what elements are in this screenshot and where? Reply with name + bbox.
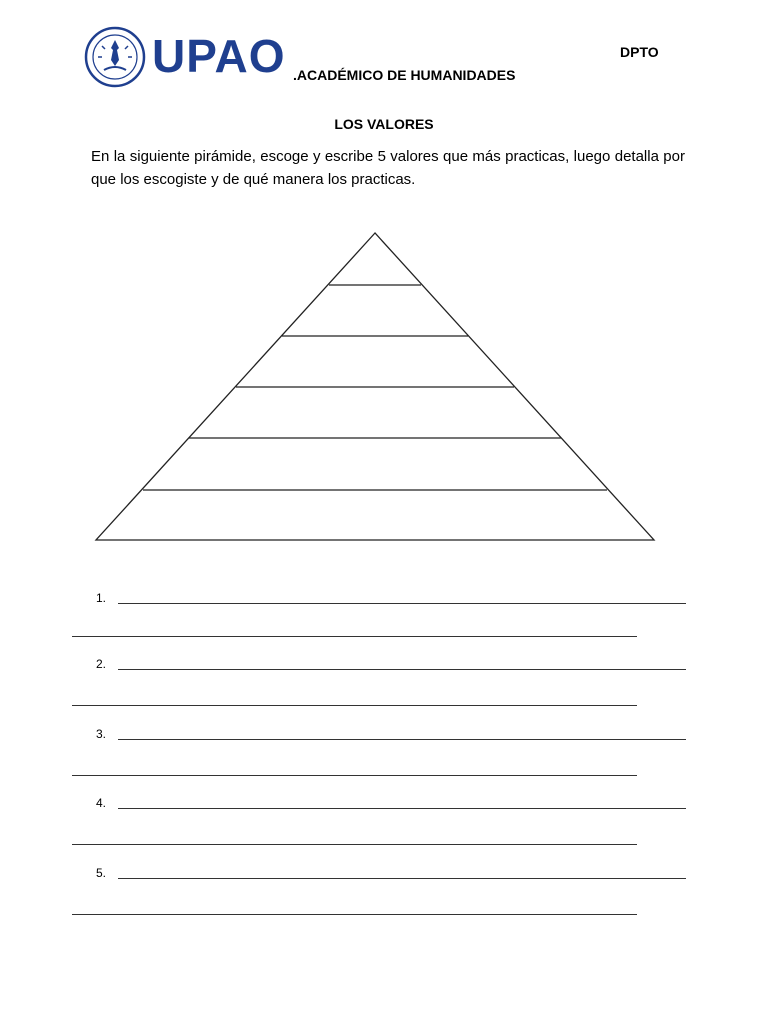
answer-continuation-line-5[interactable]	[72, 914, 637, 915]
answer-number: 3.	[96, 727, 107, 741]
answer-number: 2.	[96, 657, 107, 671]
answer-line-2[interactable]	[96, 655, 686, 675]
answer-underline[interactable]	[118, 808, 686, 809]
instructions-text: En la siguiente pirámide, escoge y escribe 5 valores que más practicas, luego detalla por que los escogiste y de qué manera los practicas.	[91, 148, 685, 188]
answer-underline[interactable]	[118, 669, 686, 670]
answer-underline[interactable]	[118, 878, 686, 879]
answer-continuation-line-3[interactable]	[72, 775, 637, 776]
answer-number: 5.	[96, 866, 107, 880]
answer-number: 1.	[96, 591, 107, 605]
answer-continuation-line-1[interactable]	[72, 636, 637, 637]
answer-line-5[interactable]	[96, 864, 686, 884]
dpto-label: DPTO	[620, 44, 659, 60]
department-name: .ACADÉMICO DE HUMANIDADES	[293, 67, 516, 83]
answer-line-1[interactable]	[96, 589, 686, 609]
worksheet-title: LOS VALORES	[334, 116, 434, 132]
answer-continuation-line-2[interactable]	[72, 705, 637, 706]
answer-underline[interactable]	[118, 739, 686, 740]
answer-number: 4.	[96, 796, 107, 810]
university-logo-text: UPAO	[152, 30, 286, 82]
answer-underline[interactable]	[118, 603, 686, 604]
answer-continuation-line-4[interactable]	[72, 844, 637, 845]
answer-line-3[interactable]	[96, 725, 686, 745]
answer-line-4[interactable]	[96, 794, 686, 814]
